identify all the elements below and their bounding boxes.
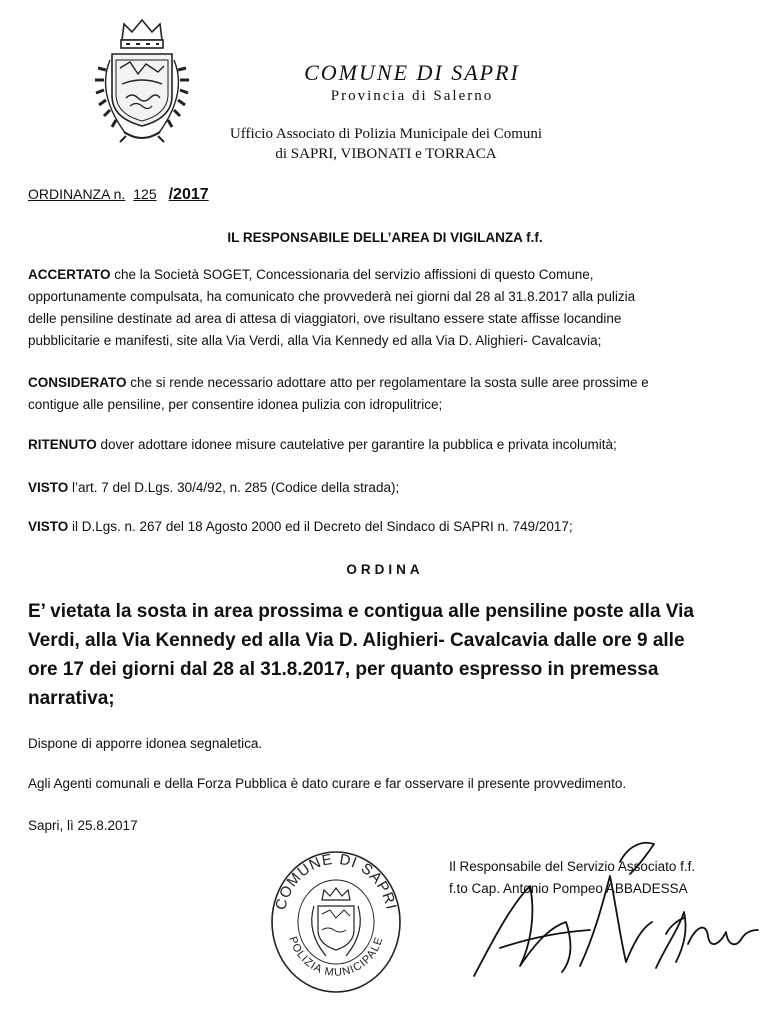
- order-line-1: E’ vietata la sosta in area prossima e contigua alle pensiline poste alla Via: [28, 601, 694, 622]
- order-text: [28, 597, 758, 713]
- visto-text-2: il D.Lgs. n. 267 del 18 Agosto 2000 ed il Decreto del Sindaco di SAPRI n. 749/2017;: [68, 519, 573, 534]
- visto-keyword-2: VISTO: [28, 519, 69, 534]
- visto-paragraph-2: [28, 516, 758, 538]
- considerato-line-1: che si rende necessario adottare atto per regolamentare la sosta sulle aree prossime e: [126, 375, 649, 390]
- official-stamp: [268, 844, 404, 994]
- accertato-line-3: delle pensiline destinate ad area di attesa di viaggiatori, ove risultano essere state affisse locandine: [28, 311, 622, 326]
- visto-keyword-1: VISTO: [28, 480, 69, 495]
- considerato-keyword: CONSIDERATO: [28, 375, 127, 390]
- ritenuto-paragraph: [28, 434, 758, 456]
- province-subtitle: Provincia di Salerno: [330, 88, 494, 104]
- ritenuto-keyword: RITENUTO: [28, 437, 97, 452]
- accertato-keyword: ACCERTATO: [28, 267, 111, 282]
- dispone-text: Dispone di apporre idonea segnaletica.: [28, 736, 263, 751]
- office-line-2: di SAPRI, VIBONATI e TORRACA: [275, 146, 497, 162]
- signatory-role: Il Responsabile del Servizio Associato f.f.: [449, 859, 696, 874]
- municipal-crest-logo: [86, 14, 198, 146]
- place-date: Sapri, lì 25.8.2017: [28, 818, 138, 833]
- stamp-bottom-text: POLIZIA MUNICIPALE: [286, 935, 386, 979]
- order-line-2: Verdi, alla Via Kennedy ed alla Via D. Alighieri- Cavalcavia dalle ore 9 alle: [28, 630, 685, 651]
- office-heading: [200, 124, 572, 164]
- office-line-1: Ufficio Associato di Polizia Municipale dei Comuni: [229, 126, 543, 142]
- accertato-line-4: pubblicitarie e manifesti, site alla Via Verdi, alla Via Kennedy ed alla Via D. Alighieri- Cavalcavia;: [28, 333, 602, 348]
- agenti-text: Agli Agenti comunali e della Forza Pubblica è dato curare e far osservare il presente provvedimento.: [28, 776, 627, 791]
- accertato-line-2: opportunamente compulsata, ha comunicato che provvederà nei giorni dal 28 al 31.8.2017 alla pulizia: [28, 289, 636, 304]
- accertato-paragraph: [28, 264, 758, 352]
- ordina-heading: ORDINA: [346, 562, 424, 577]
- order-line-3: ore 17 dei giorni dal 28 al 31.8.2017, per quanto espresso in premessa: [28, 659, 659, 680]
- handwritten-signature: [470, 826, 760, 986]
- accertato-line-1: che la Società SOGET, Concessionaria del servizio affissioni di questo Comune,: [110, 267, 594, 282]
- responsible-heading: IL RESPONSABILE DELL’AREA DI VIGILANZA f.f.: [227, 230, 543, 245]
- ordinance-label: ORDINANZA n.: [28, 186, 126, 202]
- considerato-line-2: contigue alle pensiline, per consentire idonea pulizia con idropulitrice;: [28, 397, 443, 412]
- ordinance-num-value: 125: [133, 186, 157, 202]
- ordinance-year: /2017: [168, 186, 209, 203]
- considerato-paragraph: [28, 372, 758, 416]
- stamp-top-text: COMUNE DI SAPRI: [272, 850, 400, 912]
- visto-paragraph-1: [28, 477, 758, 499]
- svg-text:COMUNE DI SAPRI: [272, 851, 400, 912]
- order-line-4: narrativa;: [28, 688, 115, 709]
- svg-text:POLIZIA MUNICIPALE: [286, 935, 385, 979]
- visto-text-1: l’art. 7 del D.Lgs. 30/4/92, n. 285 (Codice della strada);: [68, 480, 400, 495]
- ritenuto-text: dover adottare idonee misure cautelative per garantire la pubblica e privata incolumità;: [96, 437, 617, 452]
- municipality-title: COMUNE DI SAPRI: [304, 60, 520, 85]
- ordinance-number: [28, 186, 209, 204]
- signatory-name: f.to Cap. Antonio Pompeo ABBADESSA: [449, 881, 688, 896]
